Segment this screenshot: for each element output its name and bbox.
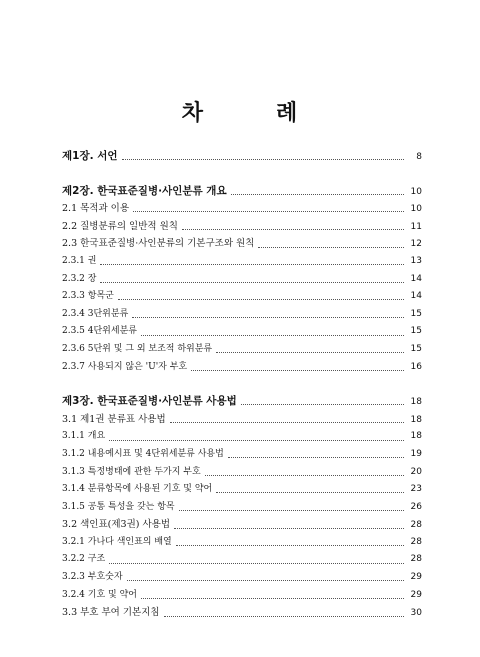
toc-entry-page: 20	[410, 466, 422, 477]
toc-entry	[62, 604, 422, 622]
toc-entry-label: 3.1.5 공통 특성을 갖는 항목	[62, 501, 175, 512]
toc-entry-label: 2.3 한국표준질병·사인분류의 기본구조와 원칙	[62, 238, 255, 250]
toc-entry-page: 10	[410, 186, 422, 197]
dot-leader	[133, 211, 404, 212]
dot-leader	[216, 352, 404, 353]
toc-entry-label: 2.3.4 3단위분류	[62, 308, 129, 319]
dot-leader	[122, 159, 404, 160]
dot-leader	[100, 264, 404, 265]
dot-leader	[127, 580, 404, 581]
toc-entry-label: 3.2 색인표(제3권) 사용법	[62, 519, 171, 531]
toc-entry	[62, 288, 422, 306]
toc-entry-page: 15	[410, 326, 422, 337]
toc-entry-page: 18	[410, 397, 422, 408]
toc-entry-page: 14	[410, 273, 422, 284]
toc-entry-page: 29	[410, 589, 422, 600]
toc-entry-page: 8	[416, 152, 422, 162]
toc-entry	[62, 569, 422, 587]
dot-leader	[141, 598, 404, 599]
dot-leader	[118, 299, 404, 300]
toc-entry	[62, 235, 422, 253]
toc-entry-page: 18	[410, 431, 422, 442]
toc-entry-page: 30	[410, 608, 422, 619]
toc-entry-page: 19	[410, 448, 422, 459]
toc-entry-label: 3.1.3 특정병태에 관한 두가지 부호	[62, 466, 201, 477]
dot-leader	[228, 457, 404, 458]
toc-entry-label: 2.3.6 5단위 및 그 외 보조적 하위분류	[62, 343, 213, 354]
toc-entry-label: 3.2.1 가나다 색인표의 배열	[62, 536, 172, 547]
toc-entry	[62, 587, 422, 605]
toc-entry-page: 11	[410, 221, 422, 232]
toc-entry-page: 28	[410, 520, 422, 531]
toc-entry-page: 10	[410, 204, 422, 215]
dot-leader	[176, 545, 404, 546]
toc-entry	[62, 341, 422, 359]
toc-entry	[62, 446, 422, 464]
dot-leader	[179, 510, 404, 511]
toc-entry	[62, 551, 422, 569]
dot-leader	[132, 317, 404, 318]
toc-entry-page: 23	[410, 484, 422, 495]
toc-entry	[62, 218, 422, 236]
dot-leader	[216, 492, 404, 493]
toc-entry-page: 15	[410, 343, 422, 354]
dot-leader	[174, 528, 404, 529]
toc-entry-page: 13	[410, 255, 422, 266]
toc-entry	[62, 411, 422, 429]
title-char-2: 례	[276, 100, 299, 126]
toc-entry	[62, 148, 422, 166]
toc-entry-label: 제1장. 서언	[62, 150, 118, 162]
toc-entry-label: 3.2.3 부호숫자	[62, 572, 123, 583]
toc-entry-page: 28	[410, 554, 422, 565]
toc-entry	[62, 271, 422, 289]
dot-leader	[231, 194, 404, 195]
toc-entry-label: 2.3.5 4단위세분류	[62, 326, 137, 337]
toc-entry	[62, 534, 422, 552]
toc-entry-label: 3.3 부호 부여 기본지침	[62, 607, 160, 619]
title-char-1: 차	[181, 100, 204, 126]
toc-entry	[62, 464, 422, 482]
dot-leader	[205, 475, 404, 476]
toc-entry	[62, 481, 422, 499]
dot-leader	[258, 247, 404, 248]
toc-entry-label: 3.1.1 개요	[62, 431, 106, 442]
toc-entry	[62, 323, 422, 341]
toc-entry-page: 12	[410, 239, 422, 250]
toc-entry	[62, 183, 422, 201]
toc-entry-label: 2.3.1 권	[62, 255, 97, 266]
dot-leader	[100, 282, 404, 283]
page-title	[0, 96, 480, 127]
toc-entry-page: 26	[410, 501, 422, 512]
toc-entry	[62, 499, 422, 517]
dot-leader	[164, 616, 404, 617]
dot-leader	[182, 229, 404, 230]
dot-leader	[109, 563, 404, 564]
toc-entry	[62, 393, 422, 411]
toc-entry-page: 18	[410, 414, 422, 425]
dot-leader	[241, 404, 404, 405]
toc-entry	[62, 200, 422, 218]
toc-entry-label: 2.1 목적과 이용	[62, 203, 130, 215]
toc-entry	[62, 306, 422, 324]
toc-entry-page: 15	[410, 308, 422, 319]
toc-entry-label: 2.3.7 사용되지 않은 'U'자 부호	[62, 361, 188, 372]
dot-leader	[141, 335, 404, 336]
toc-entry-page: 14	[410, 291, 422, 302]
toc-entry-page: 29	[410, 572, 422, 583]
toc-entry	[62, 359, 422, 377]
toc-entry-label: 제2장. 한국표준질병·사인분류 개요	[62, 184, 227, 197]
dot-leader	[191, 370, 404, 371]
toc-entry-label: 3.2.4 기호 및 약어	[62, 589, 137, 600]
table-of-contents	[62, 148, 422, 622]
toc-entry-page: 16	[410, 361, 422, 372]
toc-entry-label: 2.3.2 장	[62, 273, 97, 284]
toc-entry-label: 3.2.2 구조	[62, 554, 106, 565]
toc-entry-label: 3.1.4 분류항목에 사용된 기호 및 약어	[62, 484, 213, 495]
dot-leader	[109, 440, 404, 441]
toc-entry-page: 28	[410, 536, 422, 547]
toc-entry-label: 제3장. 한국표준질병·사인분류 사용법	[62, 395, 237, 408]
toc-entry-label: 3.1.2 내용예시표 및 4단위세분류 사용법	[62, 448, 224, 459]
toc-entry-label: 2.2 질병분류의 일반적 원칙	[62, 220, 178, 232]
toc-entry	[62, 516, 422, 534]
dot-leader	[170, 422, 404, 423]
toc-entry-label: 3.1 제1권 분류표 사용법	[62, 413, 166, 425]
toc-entry	[62, 428, 422, 446]
toc-entry	[62, 253, 422, 271]
toc-entry-label: 2.3.3 항목군	[62, 291, 114, 302]
